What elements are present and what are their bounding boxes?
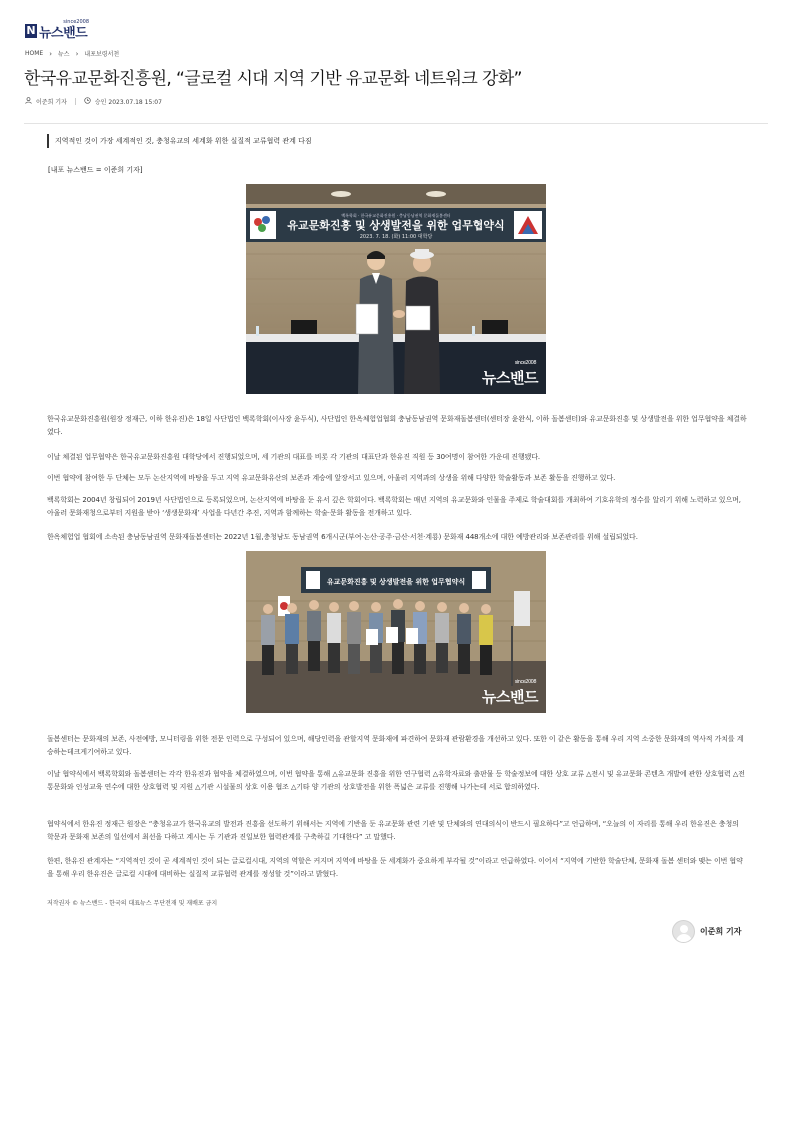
meta-reporter[interactable]: 이준희 기자 [36, 99, 67, 106]
photo2-watermark-since: since2008 [514, 679, 536, 685]
article-photo-signing [246, 184, 546, 394]
photo1-banner-title: 유교문화진흥 및 상생발전을 위한 업무협약식 [287, 219, 505, 232]
breadcrumb-news[interactable]: 뉴스 [58, 51, 70, 58]
avatar-body [676, 934, 692, 943]
article-paragraph: 돌봄센터는 문화재의 보존, 사전예방, 모니터링을 위한 전문 인력으로 구성되어 있으며, 해당인력을 관할지역 문화재에 파견하여 문화재 관람환경을 개선하고 있다. 또한 이 같은 활동을 통해 우리 지역 소중한 문화재의 역사적 가치를 계승하는데크게기여하고 있다. [47, 735, 744, 756]
clock-icon [84, 97, 91, 106]
site-logo[interactable] [25, 19, 91, 41]
avatar [672, 920, 695, 943]
photo1-banner-date: 2023. 7. 18. (화) 11:00 대학당 [359, 234, 433, 240]
meta-divider [75, 98, 76, 105]
breadcrumb [25, 49, 119, 58]
article-byline: [내포 뉴스밴드 = 이준희 기자] [48, 166, 143, 174]
header-divider [24, 123, 768, 124]
logo-mark: N [26, 24, 36, 37]
logo-text: 뉴스밴드 [39, 25, 88, 41]
article-paragraph: 이날 체결된 업무협약은 한국유교문화진흥원 대학당에서 진행되었으며, 세 기관의 대표를 비롯 각 기관의 대표단과 한유진 직원 등 30여명이 참여한 가운데 진행됐다. [47, 453, 541, 461]
chevron-right-icon: › [49, 49, 53, 58]
chevron-right-icon: › [75, 49, 79, 58]
reporter-name[interactable]: 이준희 기자 [700, 927, 742, 936]
photo2-banner-title: 유교문화진흥 및 상생발전을 위한 업무협약식 [326, 578, 466, 586]
breadcrumb-home[interactable]: HOME [25, 50, 44, 57]
copyright-notice: 저작권자 © 뉴스밴드 - 한국의 대표뉴스 무단전재 및 재배포 금지 [47, 900, 218, 907]
article-paragraph: 이번 협약에 참여한 두 단체는 모두 논산지역에 바탕을 두고 지역 유교문화유산의 보존과 계승에 앞장서고 있으며, 아울러 지역과의 상생을 위해 다양한 학술활동과 보존 활동을 진행하고 있다. [47, 474, 616, 482]
user-icon [25, 97, 32, 106]
photo2-watermark [482, 679, 538, 707]
avatar-head [680, 925, 688, 933]
breadcrumb-section[interactable]: 내포보령서천 [84, 51, 120, 58]
article-paragraph: 협약식에서 한유진 정재근 원장은 “충청유교가 한국유교의 발전과 진흥을 선도하기 위해서는 지역에 기반을 둔 유교문화 관련 기관 및 단체와의 연대의식이 반드시 필요하다”고 언급하며, “오늘의 이 자리를 통해 우리 한유진은 충청의 학문과 문화재 보존의 일선에서 최선을 다하고 계시는 두 기관과 진일보한 협력관계를 구축하길 기대한다” 고 말했다. [47, 820, 739, 841]
article-paragraph: 한국유교문화진흥원(원장 정재근, 이하 한유진)은 18일 사단법인 백록학회(이사장 윤두식), 사단법인 한옥체험업협회 충남동남권역 문화재돌봄센터(센터장 윤완식, 이하 돌봄센터)와 유교문화진흥 및 상생발전을 위한 업무협약을 체결하였다. [47, 415, 747, 436]
article-paragraph: 한옥체험업 협회에 소속된 충남동남권역 문화재돌봄센터는 2022년 1월,충청남도 동남권역 6개시군(부여·논산·공주·금산·서천·계룡) 문화재 448개소에 대한 예방관리와 보존관리를 위해 설립되었다. [47, 533, 638, 541]
article-paragraph: 이날 협약식에서 백록학회와 돌봄센터는 각각 한유진과 협약을 체결하였으며, 이번 협약을 통해 △유교문화 진흥을 위한 연구협력 △유학자료와 출판물 등 학술정보에 대한 상호 교류 △전시 및 유교문화 콘텐츠 개발에 관한 상호협력 △전통문화와 인성교육 연수에 대한 상호협력 및 지원 △기관 시설물의 상호 이용 협조 △기타 양 기관의 상호발전을 위한 폭넓은 교류를 진행해 나가는데 서로 합의하였다. [47, 770, 745, 791]
photo-signing-illustration [246, 184, 546, 394]
photo1-watermark-text: 뉴스밴드 [482, 369, 538, 387]
article-paragraph: 한편, 한유진 관계자는 “지역적인 것이 곧 세계적인 것이 되는 글로컬시대, 지역의 역할은 커지며 지역에 바탕을 둔 세계화가 중요하게 부각될 것”이라고 언급하였다. 이어서 “지역에 기반한 학술단체, 문화재 돌봄 센터와 맺는 이번 협약을 통해 우리 한유진은 글로컬 시대에 대비하는 실질적 교류협력 관계를 정성할 것”이라고 밝혔다. [47, 857, 743, 878]
photo1-watermark-since: since2008 [514, 360, 536, 366]
article-paragraph: 백록학회는 2004년 창립되어 2019년 사단법인으로 등록되었으며, 논산지역에 바탕을 둔 유서 깊은 학회이다. 백록학회는 매년 지역의 유교문화와 인물을 주제로 학술대회를 개최하여 기호유학의 정수를 알리기 위해 노력하고 있으며, 아울러 문화재청으로부터 지원을 받아 ‘생생문화재’ 사업을 다년간 추진, 지역과 함께하는 학술·문화 활동을 전개하고 있다. [47, 496, 741, 517]
photo1-watermark [482, 360, 538, 388]
article-meta [25, 97, 162, 106]
logo-since: since2008 [63, 19, 89, 25]
reporter-card[interactable] [672, 920, 741, 943]
meta-approved-date: 승인 2023.07.18 15:07 [94, 99, 162, 106]
article-subtitle: 지역적인 것이 가장 세계적인 것, 충청유교의 세계화 위한 실질적 교류협력 관계 다짐 [47, 134, 312, 148]
article-title: 한국유교문화진흥원, “글로컬 시대 지역 기반 유교문화 네트워크 강화” [24, 69, 522, 89]
photo2-watermark-text: 뉴스밴드 [482, 688, 538, 706]
photo1-banner-small: 백록학회 · 한국유교문화진흥원 · 충남동남권역 문화재돌봄센터 [341, 213, 451, 218]
article-photo-group [246, 551, 546, 713]
